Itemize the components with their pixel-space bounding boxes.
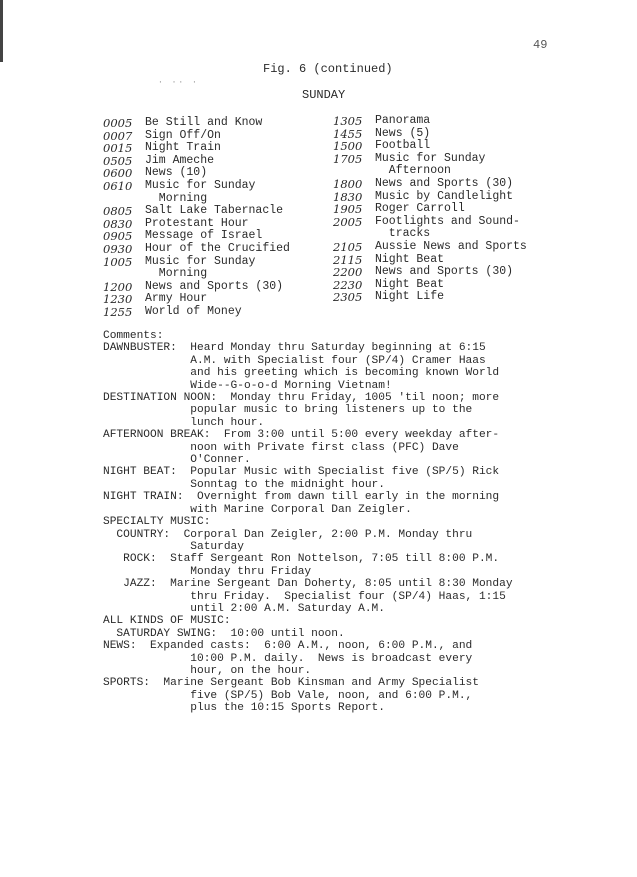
comment-line: hour, on the hour.	[103, 664, 312, 677]
schedule-program: Afternoon	[375, 164, 451, 178]
comment-line: Comments:	[103, 330, 164, 342]
schedule-program: Aussie News and Sports	[375, 239, 527, 253]
schedule-time: 0600	[103, 166, 133, 181]
comment-line: popular music to bring listeners up to the	[103, 404, 473, 417]
schedule-program: Footlights and Sound-	[375, 214, 520, 228]
schedule-row	[103, 243, 290, 256]
comment-line: SPECIALTY MUSIC:	[103, 516, 211, 529]
comment-line: SPORTS: Marine Sergeant Bob Kinsman and Army Specialist	[103, 677, 479, 690]
schedule-row	[333, 178, 527, 191]
schedule-program: Music for Sunday	[145, 178, 256, 192]
schedule-time: 0930	[103, 241, 133, 256]
schedule-program: World of Money	[145, 304, 242, 318]
page-edge-mark	[0, 0, 3, 62]
schedule-time: 2305	[333, 290, 363, 305]
schedule-row	[103, 205, 290, 218]
comment-line: DAWNBUSTER: Heard Monday thru Saturday beginning at 6:15	[103, 342, 486, 355]
schedule-time: 0505	[103, 153, 133, 168]
schedule-time: 1255	[103, 304, 133, 319]
schedule-program: Be Still and Know	[145, 116, 263, 129]
schedule-program: Protestant Hour	[145, 216, 249, 230]
schedule-right-column	[333, 115, 527, 304]
comment-line: NEWS: Expanded casts: 6:00 A.M., noon, 6:00 P.M., and	[103, 640, 473, 653]
schedule-program: Message of Israel	[145, 229, 263, 243]
schedule-time: 0610	[103, 178, 133, 193]
schedule-program: Football	[375, 139, 431, 153]
schedule-time: 0830	[103, 216, 133, 231]
schedule-program: Music for Sunday	[145, 254, 256, 268]
schedule-program: Music for Sunday	[375, 151, 486, 165]
schedule-program: Night Train	[145, 141, 221, 155]
schedule-row	[333, 203, 527, 216]
comment-line: ROCK: Staff Sergeant Ron Nottelson, 7:05 till 8:00 P.M.	[103, 553, 500, 566]
comment-line: noon with Private first class (PFC) Dave	[103, 441, 459, 454]
comment-line: and his greeting which is becoming known World	[103, 367, 500, 380]
comment-line: DESTINATION NOON: Monday thru Friday, 1005 'til noon; more	[103, 392, 500, 405]
schedule-row	[333, 291, 527, 304]
schedule-program: Music by Candlelight	[375, 189, 514, 203]
schedule-time: 2200	[333, 265, 363, 280]
schedule-time: 1830	[333, 189, 363, 204]
schedule-program: News and Sports (30)	[145, 279, 284, 293]
schedule-time: 2230	[333, 277, 363, 292]
schedule-row	[103, 142, 290, 155]
comment-line: Saturday	[103, 540, 244, 553]
schedule-time: 0007	[103, 128, 133, 143]
comment-line: NIGHT TRAIN: Overnight from dawn till early in the morning	[103, 491, 500, 504]
schedule-row	[333, 140, 527, 153]
figure-title: Fig. 6 (continued)	[263, 62, 393, 76]
comment-line: NIGHT BEAT: Popular Music with Specialist five (SP/5) Rick	[103, 466, 500, 479]
ink-smudge: · ·· ·	[158, 78, 199, 87]
schedule-program: News and Sports (30)	[375, 176, 514, 190]
schedule-program: News (10)	[145, 166, 208, 180]
schedule-program: tracks	[375, 227, 431, 241]
schedule-program: Hour of the Crucified	[145, 241, 290, 255]
schedule-program: Salt Lake Tabernacle	[145, 204, 284, 218]
schedule-time: 0005	[103, 116, 133, 130]
schedule-program: Morning	[145, 191, 208, 205]
comment-line: JAZZ: Marine Sergeant Dan Doherty, 8:05 until 8:30 Monday	[103, 578, 513, 591]
comment-line: Wide--G-o-o-d Morning Vietnam!	[103, 379, 392, 392]
schedule-program: Roger Carroll	[375, 202, 465, 216]
schedule-time: 1705	[333, 151, 363, 166]
schedule-time: 0805	[103, 204, 133, 219]
comment-line: AFTERNOON BREAK: From 3:00 until 5:00 every weekday after-	[103, 429, 500, 442]
schedule-program: Panorama	[375, 114, 431, 127]
comments-section	[103, 330, 513, 715]
page-number: 49	[533, 38, 548, 52]
comment-line: thru Friday. Specialist four (SP/4) Haas, 1:15	[103, 590, 506, 603]
comment-line: until 2:00 A.M. Saturday A.M.	[103, 602, 385, 615]
schedule-row	[333, 266, 527, 279]
schedule-row	[103, 117, 290, 130]
comment-line: lunch hour.	[103, 416, 265, 429]
comment-line: SATURDAY SWING: 10:00 until noon.	[103, 627, 345, 640]
schedule-program: Sign Off/On	[145, 128, 221, 142]
schedule-time: 0015	[103, 141, 133, 156]
schedule-time: 2105	[333, 239, 363, 254]
schedule-program: Jim Ameche	[145, 153, 215, 167]
schedule-program: Night Beat	[375, 277, 445, 291]
schedule-program: News (5)	[375, 126, 431, 140]
schedule-time: 1905	[333, 202, 363, 217]
schedule-time: 1800	[333, 176, 363, 191]
day-heading: SUNDAY	[302, 88, 346, 102]
comment-line: O'Conner.	[103, 454, 251, 467]
schedule-program: Morning	[145, 267, 208, 281]
comment-line: Monday thru Friday	[103, 565, 312, 578]
schedule-program: Night Beat	[375, 252, 445, 266]
schedule-time	[103, 268, 145, 281]
comment-line: 10:00 P.M. daily. News is broadcast every	[103, 652, 473, 665]
schedule-time: 2005	[333, 214, 363, 229]
schedule-row	[333, 115, 527, 128]
comment-line: A.M. with Specialist four (SP/4) Cramer Haas	[103, 354, 486, 367]
schedule-program: Army Hour	[145, 292, 208, 306]
schedule-left-column	[103, 117, 290, 319]
comment-line: Sonntag to the midnight hour.	[103, 478, 385, 491]
schedule-time: 2115	[333, 252, 363, 267]
schedule-time: 1230	[103, 292, 133, 307]
schedule-row	[103, 306, 290, 319]
schedule-program: News and Sports (30)	[375, 265, 514, 279]
schedule-program: Night Life	[375, 290, 445, 304]
schedule-time: 1500	[333, 139, 363, 154]
schedule-row	[333, 241, 527, 254]
schedule-time: 1200	[103, 279, 133, 294]
comment-line: plus the 10:15 Sports Report.	[103, 702, 385, 715]
schedule-time: 0905	[103, 229, 133, 244]
schedule-time: 1305	[333, 114, 363, 128]
schedule-row	[103, 268, 290, 281]
schedule-time: 1005	[103, 254, 133, 269]
comment-line: ALL KINDS OF MUSIC:	[103, 615, 231, 628]
comment-line: COUNTRY: Corporal Dan Zeigler, 2:00 P.M. Monday thru	[103, 528, 473, 541]
comment-line: five (SP/5) Bob Vale, noon, and 6:00 P.M.,	[103, 689, 473, 702]
comment-line: with Marine Corporal Dan Zeigler.	[103, 503, 412, 516]
schedule-row	[103, 180, 290, 193]
schedule-time: 1455	[333, 126, 363, 141]
